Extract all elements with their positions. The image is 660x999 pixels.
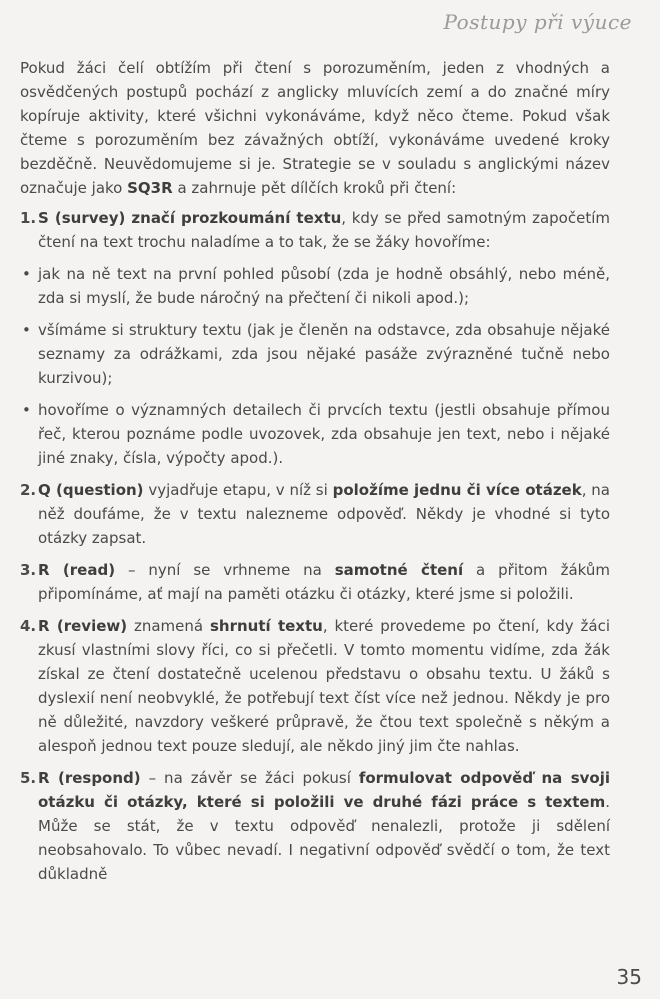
bullet-item-1 <box>20 262 610 310</box>
item-text: , kdy se před samotným započetím čtení na text trochu naladíme a to tak, že se žáky hovoříme: <box>38 209 610 251</box>
item-bold: položíme jednu či více otázek <box>332 481 582 499</box>
bullet-text: všímáme si struktury textu (jak je členěn na odstavce, zda obsahuje nějaké seznamy za odrážkami, zda jsou nějaké pasáže zvýrazněné tučně nebo kurzivou); <box>38 321 610 387</box>
bullet-icon: • <box>22 401 31 419</box>
bullet-item-3 <box>20 398 610 470</box>
page-body <box>20 56 610 894</box>
item-number: 3. <box>20 561 37 579</box>
item-text: , na něž doufáme, že v textu nalezneme odpověď. Někdy je vhodné si tyto otázky zapsat. <box>38 481 610 547</box>
list-item-4 <box>20 614 610 758</box>
bullet-text: hovoříme o významných detailech či prvcích textu (jestli obsahuje přímou řeč, kterou poznáme podle uvozovek, zda obsahuje jen text, nebo i nějaké jiné znaky, čísla, výpočty apod.). <box>38 401 610 467</box>
item-text: znamená <box>127 617 210 635</box>
intro-paragraph <box>20 56 610 200</box>
item-text: . Může se stát, že v textu odpověď nenalezli, protože ji sdělení neobsahovalo. To vůbec nevadí. I negativní odpověď svědčí o tom, že text důkladně <box>38 793 610 883</box>
page-number: 35 <box>616 965 642 989</box>
item-bold: S (survey) značí prozkoumání textu <box>38 209 342 227</box>
bullet-icon: • <box>22 321 31 339</box>
item-text: a přitom žákům připomínáme, ať mají na paměti otázku či otázky, které jsme si položili. <box>38 561 610 603</box>
intro-text-1: Pokud žáci čelí obtížím při čtení s porozuměním, jeden z vhodných a osvědčených postupů pochází z anglicky mluvících zemí a do značné míry kopíruje aktivity, které všichni vykonáváme, když něco čteme. Pokud však čteme s porozuměním bez závažných obtíží, vykonáváme uvedené kroky bezděčně. Neuvědomujeme si je. Strategie se v souladu s anglickými název označuje jako <box>20 59 610 197</box>
list-item-3 <box>20 558 610 606</box>
item-bold: Q (question) <box>38 481 144 499</box>
item-text: – na závěr se žáci pokusí <box>140 769 359 787</box>
item-bold: formulovat odpověď na svoji otázku či otázky, které si položili ve druhé fázi práce s textem <box>38 769 610 811</box>
intro-text-2: a zahrnuje pět dílčích kroků při čtení: <box>172 179 457 197</box>
intro-bold-sq3r: SQ3R <box>127 179 173 197</box>
item-number: 2. <box>20 481 37 499</box>
item-text: vyjadřuje etapu, v níž si <box>143 481 333 499</box>
list-item-1 <box>20 206 610 254</box>
item-bold: samotné čtení <box>334 561 464 579</box>
list-item-2 <box>20 478 610 550</box>
item-number: 4. <box>20 617 37 635</box>
bullet-text: jak na ně text na první pohled působí (zda je hodně obsáhlý, nebo méně, zda si myslí, že bude náročný na přečtení či nikoli apod.); <box>38 265 610 307</box>
bullet-item-2 <box>20 318 610 390</box>
item-number: 5. <box>20 769 37 787</box>
item-text: – nyní se vrhneme na <box>115 561 335 579</box>
list-item-5 <box>20 766 610 886</box>
bullet-icon: • <box>22 265 31 283</box>
item-number: 1. <box>20 209 37 227</box>
item-bold: R (read) <box>38 561 116 579</box>
running-head: Postupy při výuce <box>443 10 632 34</box>
item-bold: R (respond) <box>38 769 141 787</box>
item-text: , které provedeme po čtení, kdy žáci zkusí vlastními slovy říci, co si přečetli. V tomto momentu vidíme, zda žák získal ze čtení dostatečně ucelenou představu o obsahu textu. U žáků s dyslexií není neobvyklé, že potřebují text číst více než jednou. Někdy je pro ně důležité, navzdory veškeré průpravě, že čtou text společně s někým a alespoň jednou text pouze sledují, ale někdo jiný jim čte nahlas. <box>38 617 610 755</box>
item-bold: shrnutí textu <box>209 617 323 635</box>
item-bold: R (review) <box>38 617 128 635</box>
